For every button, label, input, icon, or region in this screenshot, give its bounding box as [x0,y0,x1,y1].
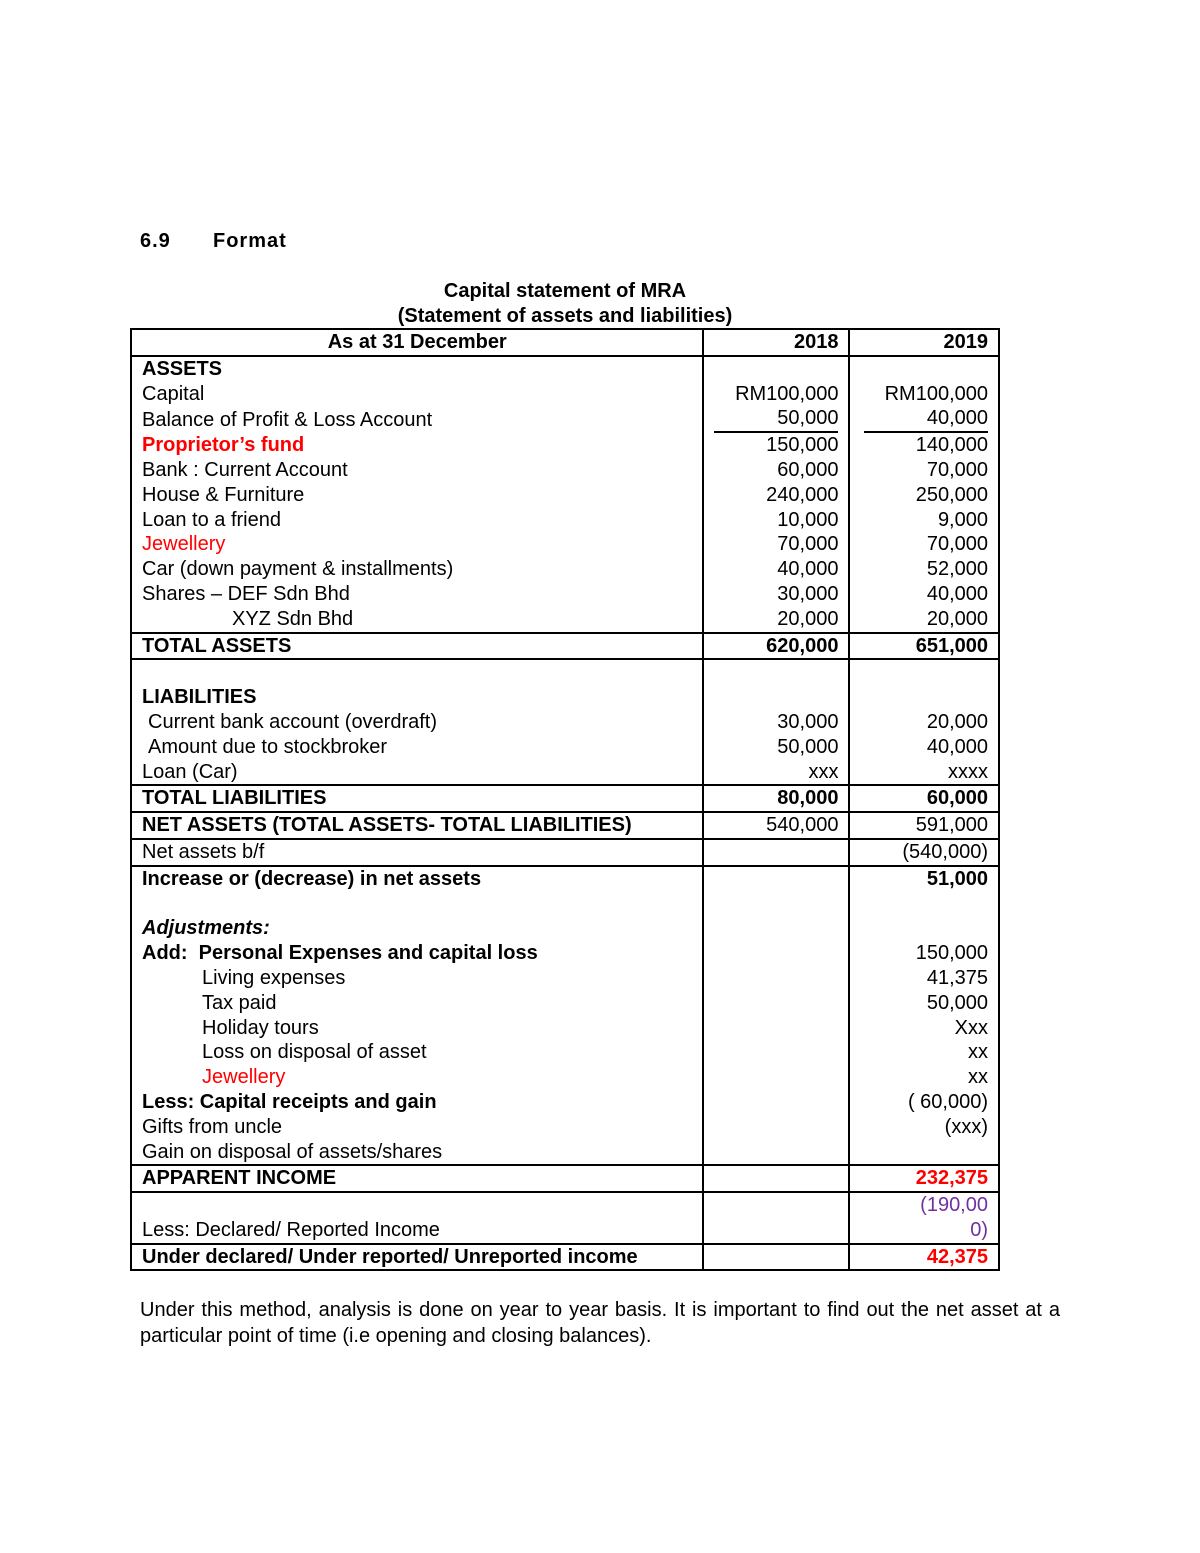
section-number: 6.9 [140,230,171,252]
value-2019: 60,000 [849,785,999,812]
table-row [131,458,999,483]
table-row [131,1040,999,1065]
value-2019: 41,375 [849,966,999,991]
value-2018: 150,000 [703,433,849,458]
row-label: Capital [131,382,703,407]
row-label: APPARENT INCOME [131,1165,703,1192]
value-2019: xxxx [849,760,999,786]
value-2019: (xxx) [849,1115,999,1140]
table-row [131,1115,999,1140]
value-2019: 20,000 [849,607,999,633]
declared-value-line2: 0) [970,1218,988,1241]
table-row [131,382,999,407]
value-2018: 30,000 [703,582,849,607]
liabilities-label: LIABILITIES [131,685,703,710]
row-label: Personal Expenses and capital loss [198,942,538,965]
row-label: Net assets b/f [131,839,703,866]
row-label: Jewellery [131,1065,703,1090]
row-label: Loss on disposal of asset [131,1040,703,1065]
value-2019: 42,375 [849,1244,999,1271]
value-2018: 60,000 [703,458,849,483]
row-label: NET ASSETS (TOTAL ASSETS- TOTAL LIABILITIES) [131,812,703,839]
table-row [131,532,999,557]
value-2018: 30,000 [703,710,849,735]
row-label: Jewellery [131,532,703,557]
section-label: Format [213,230,287,252]
value-2018: 10,000 [703,508,849,533]
value-2018: 620,000 [703,633,849,660]
value-2018: 50,000 [703,735,849,760]
total-liabilities-row [131,785,999,812]
row-label: Car (down payment & installments) [131,557,703,582]
value-2019: xx [849,1065,999,1090]
table-row [131,433,999,458]
value-2018: 20,000 [703,607,849,633]
row-label: XYZ Sdn Bhd [131,607,703,633]
table-row [131,966,999,991]
table-row [131,406,999,433]
table-row [131,508,999,533]
row-label: Tax paid [131,991,703,1016]
value-2018: xxx [703,760,849,786]
declared-value-line1: (190,00 [920,1194,988,1217]
declared-income-row [131,1192,999,1244]
row-label: Under declared/ Under reported/ Unreported income [131,1244,703,1271]
value-2019: 232,375 [849,1165,999,1192]
table-row [131,735,999,760]
table-row [131,760,999,786]
value-2018: 240,000 [703,483,849,508]
row-label: TOTAL LIABILITIES [131,785,703,812]
table-row [131,685,999,710]
row-label: Holiday tours [131,1016,703,1041]
capital-statement-table [130,328,1000,1271]
row-label: Loan to a friend [131,508,703,533]
value-2019: 40,000 [849,582,999,607]
total-assets-row [131,633,999,660]
statement-subtitle: (Statement of assets and liabilities) [397,305,733,327]
row-label: Less: Capital receipts and gain [131,1090,703,1115]
row-label: Balance of Profit & Loss Account [131,406,703,433]
add-prefix: Add [142,942,181,965]
table-row [131,1090,999,1115]
value-2019: 50,000 [849,991,999,1016]
value-2019: 51,000 [849,866,999,892]
table-row [131,607,999,633]
table-row [131,483,999,508]
apparent-income-row [131,1165,999,1192]
spacer-row [131,659,999,685]
table-row [131,582,999,607]
row-label: Bank : Current Account [131,458,703,483]
row-label-cell: Add: Personal Expenses and capital loss [131,941,703,966]
row-label: TOTAL ASSETS [131,633,703,660]
statement-title: Capital statement of MRA [443,280,687,302]
table-row [131,356,999,382]
value-2019: Xxx [849,1016,999,1041]
row-label: Loan (Car) [131,760,703,786]
adjustments-label: Adjustments: [131,916,703,941]
value-2019 [849,1192,999,1244]
value-2018: 50,000 [714,406,838,433]
row-label: Less: Declared/ Reported Income [131,1192,703,1244]
table-row [131,866,999,892]
value-2019-cell [849,406,999,433]
assets-label: ASSETS [131,356,703,382]
value-2019: RM100,000 [849,382,999,407]
spacer-row [131,892,999,917]
value-2019: 40,000 [864,406,988,433]
net-assets-bf-row [131,839,999,866]
table-row [131,557,999,582]
row-label: Living expenses [131,966,703,991]
value-2018: 40,000 [703,557,849,582]
table-row [131,941,999,966]
section-heading [140,230,287,253]
value-2019: 52,000 [849,557,999,582]
table-header-row [131,329,999,356]
value-2019: xx [849,1040,999,1065]
value-2019: (540,000) [849,839,999,866]
row-label: Gain on disposal of assets/shares [131,1140,703,1166]
row-label: Proprietor’s fund [131,433,703,458]
row-label: Increase or (decrease) in net assets [131,866,703,892]
header-as-at: As at 31 December [131,329,703,356]
value-2019: 70,000 [849,532,999,557]
value-2019: 20,000 [849,710,999,735]
value-2019: 140,000 [849,433,999,458]
row-label: Amount due to stockbroker [131,735,703,760]
value-2018: 540,000 [703,812,849,839]
row-label: Gifts from uncle [131,1115,703,1140]
value-2019: 40,000 [849,735,999,760]
table-row [131,991,999,1016]
row-label: Shares – DEF Sdn Bhd [131,582,703,607]
value-2018: 80,000 [703,785,849,812]
value-2018: 70,000 [703,532,849,557]
net-assets-row [131,812,999,839]
header-year-2019: 2019 [849,329,999,356]
table-row [131,710,999,735]
value-2018: RM100,000 [703,382,849,407]
row-label: House & Furniture [131,483,703,508]
value-2019: 250,000 [849,483,999,508]
under-declared-row [131,1244,999,1271]
explanation-paragraph: Under this method, analysis is done on year to year basis. It is important to find out the net asset at a particular point of time (i.e opening and closing balances). [140,1299,1060,1347]
header-year-2018: 2018 [703,329,849,356]
table-row [131,1140,999,1166]
table-row [131,916,999,941]
value-2019: 651,000 [849,633,999,660]
value-2019: ( 60,000) [849,1090,999,1115]
value-2019: 70,000 [849,458,999,483]
value-2018-cell [703,406,849,433]
table-row [131,1065,999,1090]
value-2019: 591,000 [849,812,999,839]
value-2019: 9,000 [849,508,999,533]
table-row [131,1016,999,1041]
row-label: Current bank account (overdraft) [131,710,703,735]
value-2019: 150,000 [849,941,999,966]
